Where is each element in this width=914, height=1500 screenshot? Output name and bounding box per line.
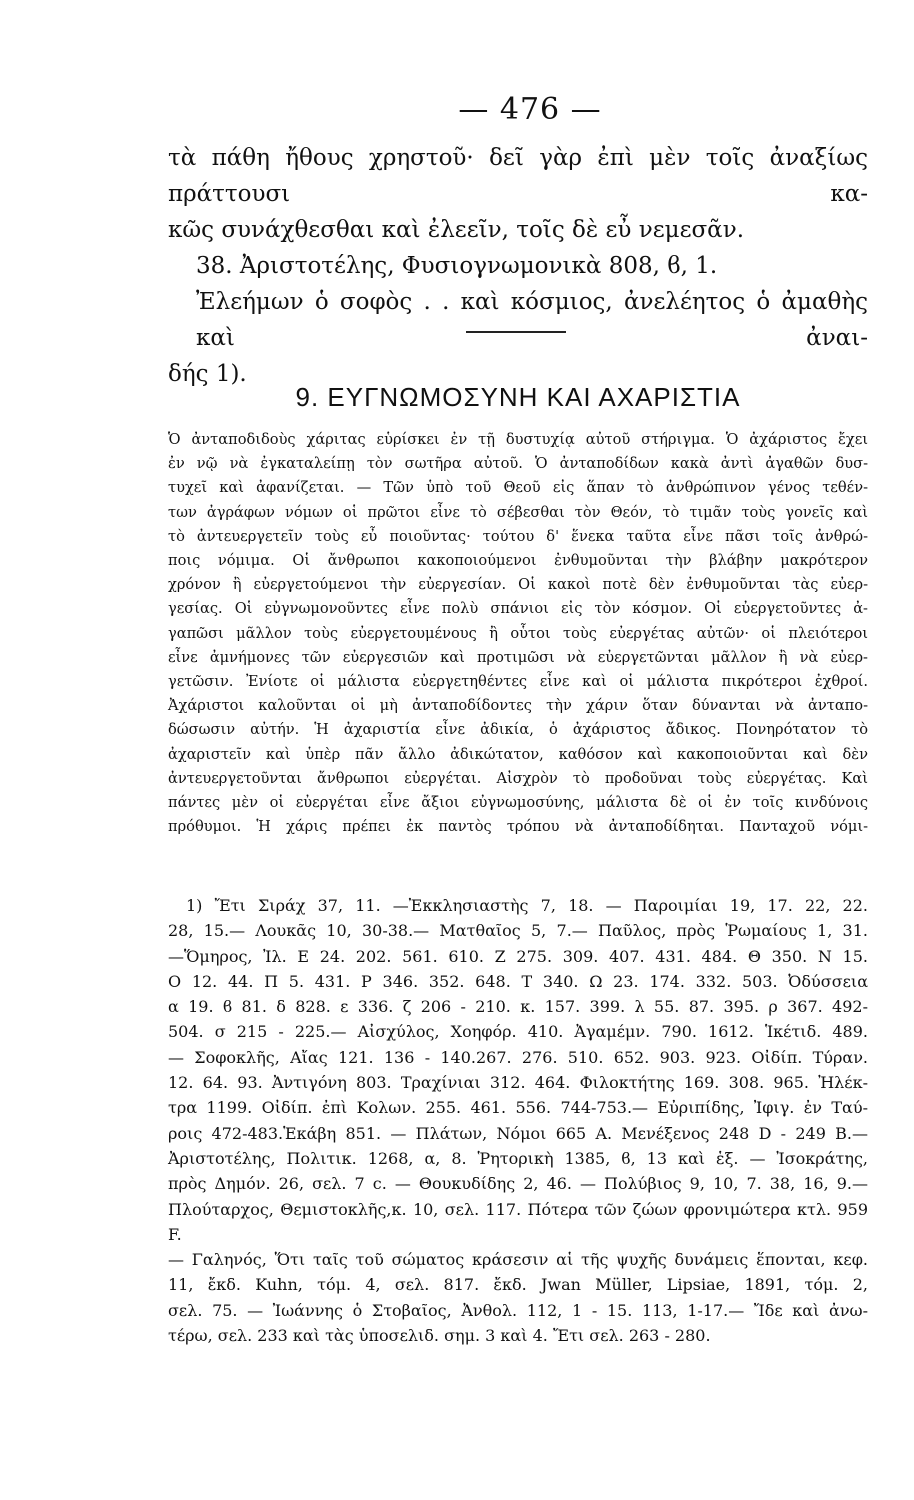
body-line: τυχεῖ καὶ ἀφανίζεται. — Τῶν ὑπὸ τοῦ Θεοῦ εἰς ἅπαν τὸ ἀνθρώπινον γένος τεθέν- — [168, 479, 868, 497]
footnote-line: 504. σ 215 - 225.— Αἰσχύλος, Χοηφόρ. 410. Ἀγαμέμν. 790. 1612. Ἱκέτιδ. 489. — [168, 1022, 868, 1042]
footnote-line: Ο 12. 44. Π 5. 431. Ρ 346. 352. 648. Τ 340. Ω 23. 174. 332. 503. Ὀδύσσεια — [168, 971, 868, 991]
intro-line: Ἐλεήμων ὁ σοφὸς . . καὶ κόσμιος, ἀνελέητος ὁ ἀμαθὴς καὶ ἀναι- — [196, 289, 868, 351]
intro-passage — [168, 140, 868, 392]
footnote-line: σελ. 75. — Ἰωάννης ὁ Στοβαῖος, Ἀνθολ. 112, 1 - 15. 113, 1-17.— Ἴδε καὶ ἀνω- — [168, 1300, 868, 1320]
chapter-title: 9. ΕΥΓΝΩΜΟΣΥΝΗ ΚΑΙ ΑΧΑΡΙΣΤΙΑ — [295, 382, 741, 412]
chapter-body — [168, 428, 868, 839]
footnote-line: ροις 472-483.Ἑκάβη 851. — Πλάτων, Νόμοι 665 Α. Μενέξενος 248 D - 249 Β.— — [168, 1123, 868, 1143]
footnote-line: — Γαληνός, Ὅτι ταῖς τοῦ σώματος κράσεσιν αἱ τῆς ψυχῆς δυνάμεις ἕπονται, κεφ. — [168, 1250, 868, 1270]
body-line: γετῶσιν. Ἐνίοτε οἱ μάλιστα εὐεργετηθέντες εἶνε καὶ οἱ μάλιστα πικρότεροι ἐχθροί. — [168, 673, 868, 691]
page-number: — 476 — — [458, 92, 602, 127]
body-line: των ἀγράφων νόμων οἱ πρῶτοι εἶνε τὸ σέβεσθαι τὸν Θεόν, τὸ τιμᾶν τοὺς γονεῖς καὶ — [168, 503, 868, 521]
footnote-line: —Ὅμηρος, Ἰλ. Ε 24. 202. 561. 610. Ζ 275. 309. 407. 431. 484. Θ 350. Ν 15. — [168, 946, 868, 966]
body-line: ἀντευεργετοῦνται ἄνθρωποι εὐεργέται. Αἰσχρὸν τὸ προδοῦναι τοὺς εὐεργέτας. Καὶ — [168, 769, 868, 787]
body-line: ἀχαριστεῖν καὶ ὑπὲρ πᾶν ἄλλο ἀδικώτατον, καθόσον καὶ κακοποιοῦνται καὶ δὲν — [168, 745, 868, 763]
section-divider — [466, 331, 566, 333]
intro-line: τὰ πάθη ἤθους χρηστοῦ· δεῖ γὰρ ἐπὶ μὲν τοῖς ἀναξίως πράττουσι κα- — [168, 145, 868, 207]
intro-line: δής 1). — [168, 361, 247, 387]
footnote-line: τρα 1199. Οἰδίπ. ἐπὶ Κολων. 255. 461. 556. 744-753.— Εὐριπίδης, Ἰφιγ. ἐν Ταύ- — [168, 1098, 868, 1118]
footnote-line: πρὸς Δημόν. 26, σελ. 7 c. — Θουκυδίδης 2, 46. — Πολύβιος 9, 10, 7. 38, 16, 9.— — [168, 1174, 868, 1194]
body-line: ποις νόμιμα. Οἱ ἄνθρωποι κακοποιούμενοι ἐνθυμοῦνται τὴν βλάβην μακρότερον — [168, 552, 868, 570]
body-line: πάντες μὲν οἱ εὐεργέται εἶνε ἄξιοι εὐγνωμοσύνης, μάλιστα δὲ οἱ ἐν τοῖς κινδύνοις — [168, 794, 868, 812]
intro-line: 38. Ἀριστοτέλης, Φυσιογνωμονικὰ 808, ϐ, 1. — [196, 253, 718, 279]
footnote-line: τέρω, σελ. 233 καὶ τὰς ὑποσελιδ. σημ. 3 καὶ 4. Ἔτι σελ. 263 - 280. — [168, 1326, 711, 1346]
footnote-line: — Σοφοκλῆς, Αἴας 121. 136 - 140.267. 276. 510. 652. 903. 923. Οἰδίπ. Τύραν. — [168, 1047, 868, 1067]
body-line: χρόνον ἢ εὐεργετούμενοι τὴν εὐεργεσίαν. Οἱ κακοὶ ποτὲ δὲν ἐνθυμοῦνται τὰς εὐερ- — [168, 576, 868, 594]
footnote-line: Ἀριστοτέλης, Πολιτικ. 1268, α, 8. Ῥητορικὴ 1385, ϐ, 13 καὶ ἑξ. — Ἰσοκράτης, — [168, 1148, 868, 1168]
footnote-line: 1) Ἔτι Σιράχ 37, 11. —Ἐκκλησιαστὴς 7, 18. — Παροιμίαι 19, 17. 22, 22. — [186, 896, 868, 915]
footnote-line: 11, ἔκδ. Kuhn, τόμ. 4, σελ. 817. ἔκδ. Jwan Müller, Lipsiae, 1891, τόμ. 2, — [168, 1275, 868, 1295]
footnote-line: α 19. ϐ 81. δ 828. ε 336. ζ 206 - 210. κ. 157. 399. λ 55. 87. 395. ρ 367. 492- — [168, 997, 868, 1017]
footnote-line: 28, 15.— Λουκᾶς 10, 30-38.— Ματθαῖος 5, 7.— Παῦλος, πρὸς Ῥωμαίους 1, 31. — [168, 921, 868, 941]
body-line: γαπῶσι μᾶλλον τοὺς εὐεργετουμένους ἢ οὗτοι τοὺς εὐεργέτας αὐτῶν· οἱ πλειότεροι — [168, 624, 868, 642]
body-line: Ὁ ἀνταποδιδοὺς χάριτας εὑρίσκει ἐν τῇ δυστυχίᾳ αὐτοῦ στήριγμα. Ὁ ἀχάριστος ἔχει — [168, 431, 868, 448]
body-line: ἐν νῷ νὰ ἐγκαταλείπῃ τὸν σωτῆρα αὐτοῦ. Ὁ ἀνταποδίδων κακὰ ἀντὶ ἀγαθῶν δυσ- — [168, 455, 868, 473]
body-line: πρόθυμοι. Ἡ χάρις πρέπει ἐκ παντὸς τρόπου νὰ ἀνταποδίδηται. Πανταχοῦ νόμι- — [168, 818, 868, 836]
intro-line: κῶς συνάχθεσθαι καὶ ἐλεεῖν, τοῖς δὲ εὖ νεμεσᾶν. — [168, 217, 745, 243]
footnote-line: Πλούταρχος, Θεμιστοκλῆς,κ. 10, σελ. 117. Πότερα τῶν ζώων φρονιμώτερα κτλ. 959 F. — [168, 1199, 868, 1244]
body-line: γεσίας. Οἱ εὐγνωμονοῦντες εἶνε πολὺ σπάνιοι εἰς τὸν κόσμον. Οἱ εὐεργετοῦντες ἀ- — [168, 600, 868, 618]
body-line: δώσωσιν αὐτήν. Ἡ ἀχαριστία εἶνε ἀδικία, ὁ ἀχάριστος ἄδικος. Πονηρότατον τὸ — [168, 721, 868, 739]
body-line: εἶνε ἀμνήμονες τῶν εὐεργεσιῶν καὶ προτιμῶσι νὰ εὐεργετῶνται μᾶλλον ἢ νὰ εὐερ- — [168, 648, 868, 666]
footnote-line: 12. 64. 93. Ἀντιγόνη 803. Τραχίνιαι 312. 464. Φιλοκτήτης 169. 308. 965. Ἠλέκ- — [168, 1073, 868, 1093]
body-line: τὸ ἀντευεργετεῖν τοὺς εὖ ποιοῦντας· τούτου δ' ἕνεκα ταῦτα εἶνε πᾶσι τοῖς ἀνθρώ- — [168, 527, 868, 545]
body-line: Ἀχάριστοι καλοῦνται οἱ μὴ ἀνταποδίδοντες τὴν χάριν ὅταν δύνανται νὰ ἀνταπο- — [168, 697, 868, 715]
footnote — [168, 893, 868, 1348]
